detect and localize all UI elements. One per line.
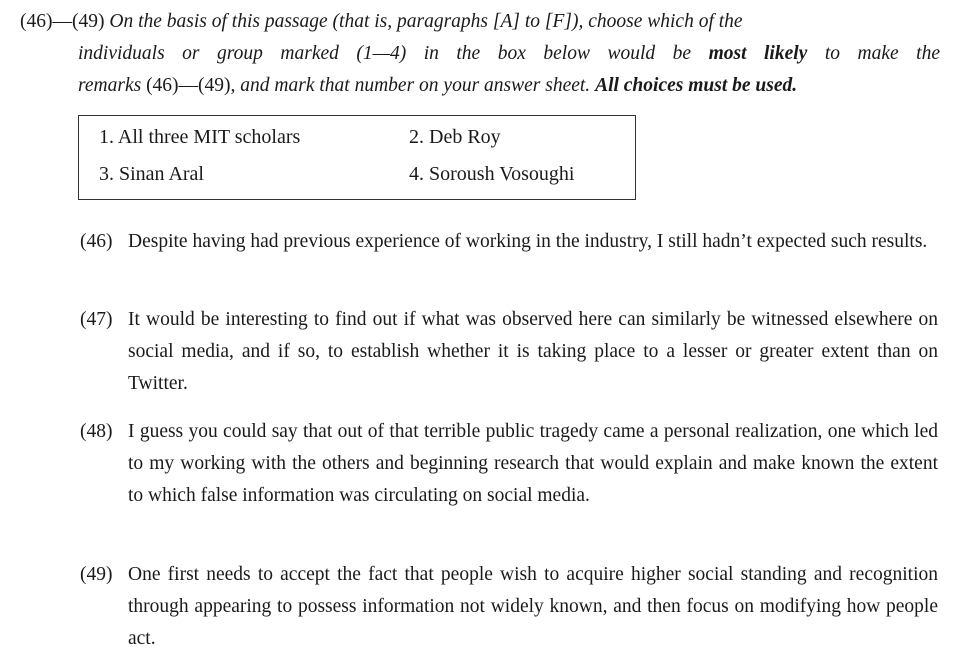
instructions-line-1: [20, 6, 940, 38]
choices-box: [78, 115, 636, 200]
question-range: (46)—(49): [146, 75, 231, 96]
instructions-line-3: [20, 70, 940, 102]
question-number: (49): [80, 564, 113, 585]
instructions: [20, 6, 940, 102]
instructions-text: to make the: [807, 43, 940, 64]
question-text: One first needs to accept the fact that people wish to acquire higher social standing and recognition through appearing to possess information not widely known, and then focus on modifying how people act.: [128, 564, 938, 649]
choice-3: 3. Sinan Aral: [99, 163, 204, 185]
instructions-text: , and mark that number on your answer sheet.: [230, 75, 596, 96]
choice-1: 1. All three MIT scholars: [99, 126, 301, 148]
instructions-text: remarks: [78, 75, 147, 96]
question-text: Despite having had previous experience of working in the industry, I still hadn’t expected such results.: [128, 231, 928, 252]
question-49: [80, 559, 938, 655]
emphasis-most-likely: most likely: [708, 43, 808, 64]
question-number: (46): [80, 231, 113, 252]
question-46: [80, 226, 938, 258]
question-text: I guess you could say that out of that terrible public tragedy came a personal realization, one which led to my working with the others and beginning research that would explain and make known the extent to which false information was circulating on social media.: [128, 421, 938, 506]
emphasis-all-choices: All choices must be used.: [595, 75, 798, 96]
question-number: (48): [80, 421, 113, 442]
choice-4: 4. Soroush Vosoughi: [409, 163, 575, 185]
question-48: [80, 416, 938, 512]
question-number: (47): [80, 309, 113, 330]
instructions-line-2: [20, 38, 940, 70]
question-47: [80, 304, 938, 400]
question-range: (46)—(49): [20, 11, 110, 32]
instructions-text: On the basis of this passage (that is, paragraphs [A] to [F]), choose which of the: [109, 11, 743, 32]
choice-2: 2. Deb Roy: [409, 126, 501, 148]
question-text: It would be interesting to find out if what was observed here can similarly be witnessed elsewhere on social media, and if so, to establish whether it is taking place to a lesser or greater extent than on Twitter.: [128, 309, 938, 394]
instructions-text: individuals or group marked (1—4) in the box below would be: [78, 43, 709, 64]
